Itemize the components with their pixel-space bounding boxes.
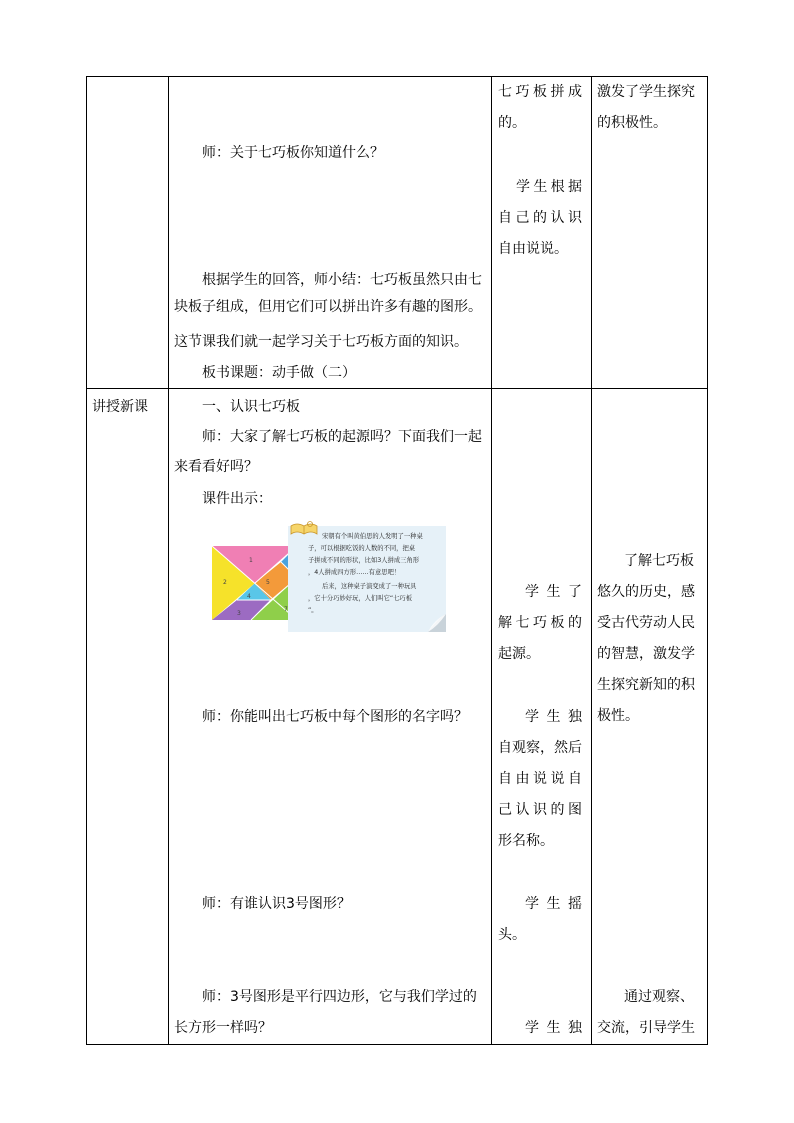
student-activity-line: 学生独 (525, 709, 582, 725)
design-intent-line: 交流，引导学生 (597, 1020, 695, 1036)
story-line: ”。 (308, 607, 318, 614)
student-activity-line: 的。 (498, 115, 526, 131)
story-line: 后来，这种桌子演变成了一种玩具 (322, 583, 417, 590)
tangram-number: 7 (284, 606, 288, 613)
student-activity-line: 学生根据 (516, 179, 582, 195)
student-activity-line: 自己的认识 (498, 210, 582, 226)
student-activity-line: 解七巧板的 (498, 615, 582, 631)
design-intent-line: 的智慧，激发学 (597, 646, 695, 662)
story-line: 宋朝有个叫黄伯思的人发明了一种桌 (322, 533, 423, 540)
summary-line: 根据学生的回答，师小结：七巧板虽然只由七 (202, 272, 482, 288)
teacher-question: 师：你能叫出七巧板中每个图形的名字吗？ (202, 709, 468, 725)
student-activity-line: 自观察，然后 (498, 740, 582, 756)
tangram-number: 2 (223, 579, 227, 586)
teacher-question: 师：3号图形是平行四边形，它与我们学过的 (202, 989, 477, 1005)
row-divider (86, 388, 708, 389)
summary-line: 块板子组成，但用它们可以拼出许多有趣的图形。 (174, 299, 482, 315)
design-intent-line: 了解七巧板 (624, 553, 694, 569)
student-activity-line: 自由说说自 (498, 771, 582, 787)
table-border-right (707, 76, 708, 1045)
tangram-number: 1 (249, 557, 253, 564)
book-icon (289, 520, 319, 536)
teacher-question: 师：有谁认识3号图形？ (202, 896, 351, 912)
tangram-number: 3 (237, 610, 241, 617)
tangram-number: 5 (266, 579, 270, 586)
story-line: 子拼成不同的形状，比如3人拼成三角形 (308, 557, 420, 564)
design-intent-line: 通过观察、 (624, 989, 694, 1005)
student-activity-line: 起源。 (498, 646, 540, 662)
stage-label: 讲授新课 (92, 399, 148, 415)
design-intent-line: 的积极性。 (597, 115, 667, 131)
table-border-left (86, 76, 87, 1045)
column-divider-2 (491, 76, 492, 1045)
story-line: ，4人拼成四方形……有意思吧！ (308, 569, 401, 576)
student-activity-line: 七巧板拼成 (498, 84, 582, 100)
teacher-question: 师：大家了解七巧板的起源吗？下面我们一起 (202, 429, 482, 445)
section-heading: 一、认识七巧板 (202, 399, 300, 415)
student-activity-line: 己认识的图 (498, 802, 582, 818)
student-activity-line: 头。 (498, 927, 526, 943)
story-line: ，它十分巧妙好玩，人们叫它“七巧板 (308, 595, 413, 602)
tangram-square (212, 546, 297, 620)
student-activity-line: 形名称。 (498, 833, 554, 849)
student-activity-line: 自由说说。 (498, 241, 568, 257)
teacher-question: 师：关于七巧板你知道什么？ (202, 145, 384, 161)
teacher-question: 长方形一样吗？ (174, 1020, 272, 1036)
courseware-label: 课件出示： (202, 491, 272, 507)
student-activity-line: 学生摇 (525, 896, 582, 912)
teacher-question: 来看看好吗？ (174, 459, 258, 475)
tangram-number: 4 (247, 593, 251, 600)
table-border-bottom (86, 1044, 708, 1045)
table-border-top (86, 76, 708, 77)
summary-line: 这节课我们就一起学习关于七巧板方面的知识。 (174, 334, 468, 350)
design-intent-line: 激发了学生探究 (597, 84, 695, 100)
story-line: 子，可以根据吃饭的人数的不同，把桌 (308, 545, 416, 552)
column-divider-1 (168, 76, 169, 1045)
column-divider-3 (591, 76, 592, 1045)
story-card (288, 522, 446, 632)
design-intent-line: 悠久的历史，感 (597, 584, 695, 600)
board-title: 板书课题：动手做（二） (202, 365, 356, 381)
student-activity-line: 学生独 (525, 1020, 582, 1036)
design-intent-line: 受古代劳动人民 (597, 615, 695, 631)
design-intent-line: 生探究新知的积 (597, 677, 695, 693)
student-activity-line: 学生了 (525, 584, 582, 600)
design-intent-line: 极性。 (597, 708, 639, 724)
